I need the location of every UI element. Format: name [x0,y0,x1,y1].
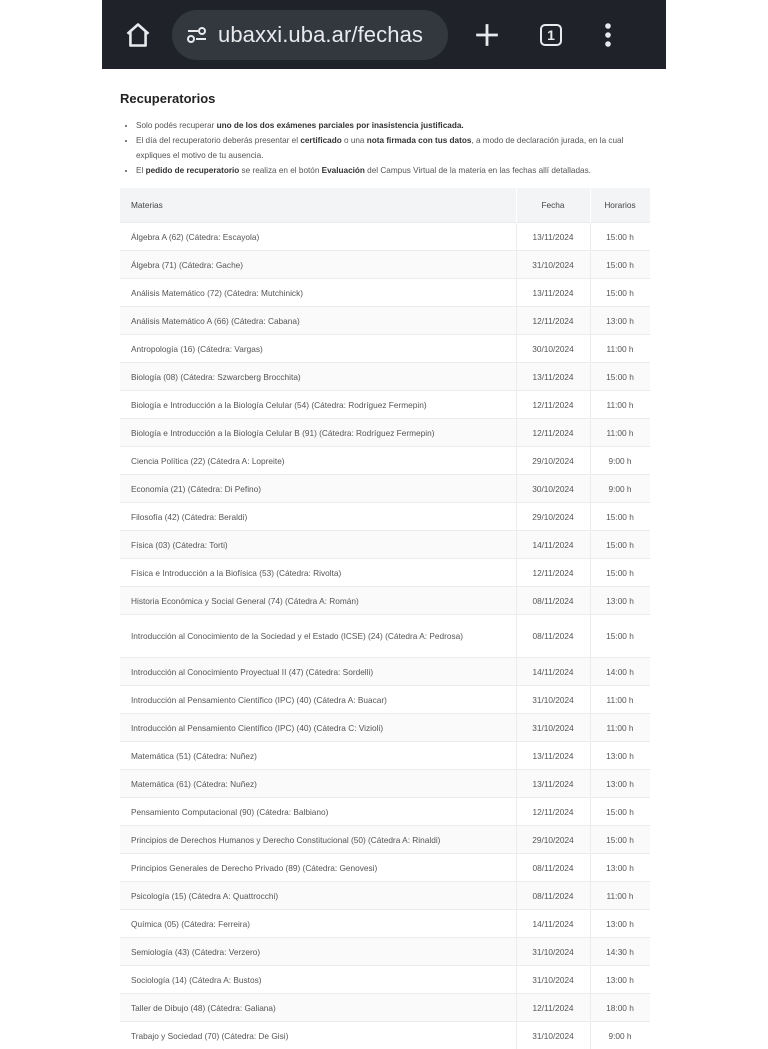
cell-materia: Física e Introducción a la Biofísica (53) (Cátedra: Rivolta) [120,559,517,587]
cell-fecha: 13/11/2024 [517,279,591,307]
cell-materia: Pensamiento Computacional (90) (Cátedra: Balbiano) [120,798,517,826]
cell-hora: 15:00 h [591,279,651,307]
cell-hora: 18:00 h [591,994,651,1022]
cell-hora: 15:00 h [591,363,651,391]
home-icon [124,21,152,49]
table-row [120,447,650,475]
cell-hora: 14:00 h [591,658,651,686]
table-row [120,615,650,658]
note-text: El día del recuperatorio deberás presentar el [136,136,300,145]
cell-fecha: 12/11/2024 [517,307,591,335]
cell-materia: Antropología (16) (Cátedra: Vargas) [120,335,517,363]
cell-hora: 9:00 h [591,1022,651,1049]
page-title: Recuperatorios [120,91,648,106]
note-text: , a modo de declaración jurada, en la cual expliques el motivo de tu ausencia. [136,136,623,160]
table-row [120,419,650,447]
browser-menu-button[interactable] [598,13,618,57]
note-text: Solo podés recuperar [136,121,217,130]
cell-materia: Biología e Introducción a la Biología Celular B (91) (Cátedra: Rodríguez Fermepin) [120,419,517,447]
note-text: El [136,166,146,175]
cell-fecha: 13/11/2024 [517,770,591,798]
cell-fecha: 14/11/2024 [517,910,591,938]
cell-materia: Sociología (14) (Cátedra A: Bustos) [120,966,517,994]
table-row [120,966,650,994]
table-row [120,251,650,279]
url-text[interactable]: ubaxxi.uba.ar/fechas [218,22,423,48]
plus-icon [474,22,500,48]
note-item [136,133,648,163]
cell-hora: 13:00 h [591,742,651,770]
tab-count: 1 [547,27,555,43]
table-row [120,826,650,854]
cell-materia: Introducción al Pensamiento Científico (IPC) (40) (Cátedra C: Vizioli) [120,714,517,742]
table-row [120,686,650,714]
browser-toolbar [102,0,666,69]
note-text: o una [342,136,367,145]
table-row [120,938,650,966]
cell-materia: Álgebra (71) (Cátedra: Gache) [120,251,517,279]
cell-materia: Física (03) (Cátedra: Torti) [120,531,517,559]
cell-materia: Introducción al Pensamiento Científico (IPC) (40) (Cátedra A: Buacar) [120,686,517,714]
table-row [120,658,650,686]
cell-materia: Introducción al Conocimiento Proyectual II (47) (Cátedra: Sordelli) [120,658,517,686]
cell-materia: Economía (21) (Cátedra: Di Pefino) [120,475,517,503]
table-row [120,994,650,1022]
cell-fecha: 31/10/2024 [517,938,591,966]
table-row [120,770,650,798]
cell-fecha: 30/10/2024 [517,335,591,363]
new-tab-button[interactable] [470,13,504,57]
cell-materia: Álgebra A (62) (Cátedra: Escayola) [120,223,517,251]
table-row [120,854,650,882]
cell-hora: 15:00 h [591,826,651,854]
cell-materia: Biología e Introducción a la Biología Celular (54) (Cátedra: Rodríguez Fermepin) [120,391,517,419]
table-row [120,882,650,910]
table-row [120,587,650,615]
cell-hora: 11:00 h [591,714,651,742]
schedule-table [120,188,650,1049]
cell-fecha: 31/10/2024 [517,966,591,994]
table-row [120,307,650,335]
cell-hora: 15:00 h [591,223,651,251]
note-item [136,118,648,133]
cell-fecha: 31/10/2024 [517,251,591,279]
table-row [120,714,650,742]
cell-fecha: 30/10/2024 [517,475,591,503]
cell-hora: 13:00 h [591,910,651,938]
table-row [120,559,650,587]
cell-hora: 15:00 h [591,531,651,559]
table-row [120,223,650,251]
more-vert-icon [604,22,612,48]
cell-fecha: 14/11/2024 [517,531,591,559]
cell-hora: 15:00 h [591,503,651,531]
table-row [120,910,650,938]
cell-hora: 11:00 h [591,335,651,363]
cell-hora: 9:00 h [591,447,651,475]
cell-fecha: 13/11/2024 [517,223,591,251]
cell-fecha: 08/11/2024 [517,882,591,910]
table-row [120,363,650,391]
cell-hora: 15:00 h [591,251,651,279]
cell-materia: Matemática (51) (Cátedra: Nuñez) [120,742,517,770]
cell-materia: Historia Económica y Social General (74) (Cátedra A: Román) [120,587,517,615]
cell-materia: Principios Generales de Derecho Privado (89) (Cátedra: Genovesi) [120,854,517,882]
table-row [120,798,650,826]
cell-materia: Ciencia Política (22) (Cátedra A: Lopreite) [120,447,517,475]
cell-materia: Matemática (61) (Cátedra: Nuñez) [120,770,517,798]
notes-list [120,118,648,178]
cell-hora: 15:00 h [591,559,651,587]
cell-materia: Psicología (15) (Cátedra A: Quattrocchi) [120,882,517,910]
address-bar[interactable] [172,10,448,60]
cell-fecha: 08/11/2024 [517,854,591,882]
table-row [120,335,650,363]
cell-materia: Química (05) (Cátedra: Ferreira) [120,910,517,938]
cell-fecha: 29/10/2024 [517,447,591,475]
cell-fecha: 08/11/2024 [517,587,591,615]
header-fecha: Fecha [517,188,591,223]
table-row [120,1022,650,1049]
note-text: Evaluación [322,166,365,175]
cell-hora: 13:00 h [591,854,651,882]
cell-hora: 11:00 h [591,391,651,419]
cell-hora: 15:00 h [591,615,651,658]
home-button[interactable] [116,13,160,57]
cell-fecha: 31/10/2024 [517,686,591,714]
cell-fecha: 13/11/2024 [517,363,591,391]
cell-fecha: 08/11/2024 [517,615,591,658]
cell-hora: 9:00 h [591,475,651,503]
cell-fecha: 12/11/2024 [517,391,591,419]
cell-materia: Taller de Dibujo (48) (Cátedra: Galiana) [120,994,517,1022]
note-text: nota firmada con tus datos [367,136,472,145]
page-content [102,69,666,1049]
table-row [120,391,650,419]
cell-hora: 15:00 h [591,798,651,826]
table-row [120,279,650,307]
table-row [120,742,650,770]
cell-hora: 11:00 h [591,686,651,714]
cell-fecha: 12/11/2024 [517,798,591,826]
header-horarios: Horarios [591,188,651,223]
note-text: se realiza en el botón [239,166,321,175]
cell-materia: Principios de Derechos Humanos y Derecho Constitucional (50) (Cátedra A: Rinaldi) [120,826,517,854]
cell-materia: Biología (08) (Cátedra: Szwarcberg Brocchita) [120,363,517,391]
tab-switcher-icon [540,24,562,46]
cell-materia: Análisis Matemático A (66) (Cátedra: Cabana) [120,307,517,335]
cell-fecha: 29/10/2024 [517,826,591,854]
note-text: uno de los dos exámenes parciales por inasistencia justificada. [217,121,464,130]
cell-materia: Análisis Matemático (72) (Cátedra: Mutchinick) [120,279,517,307]
cell-hora: 13:00 h [591,307,651,335]
note-text: certificado [300,136,341,145]
site-settings-icon[interactable] [186,25,208,45]
cell-fecha: 12/11/2024 [517,419,591,447]
header-materias: Materias [120,188,517,223]
cell-hora: 11:00 h [591,419,651,447]
browser-viewport [102,0,666,1024]
table-row [120,503,650,531]
cell-fecha: 13/11/2024 [517,742,591,770]
cell-materia: Semiología (43) (Cátedra: Verzero) [120,938,517,966]
cell-fecha: 12/11/2024 [517,994,591,1022]
cell-fecha: 12/11/2024 [517,559,591,587]
table-row [120,475,650,503]
cell-fecha: 29/10/2024 [517,503,591,531]
table-row [120,531,650,559]
table-header-row [120,188,650,223]
cell-hora: 11:00 h [591,882,651,910]
cell-fecha: 31/10/2024 [517,714,591,742]
cell-hora: 13:00 h [591,966,651,994]
cell-materia: Introducción al Conocimiento de la Sociedad y el Estado (ICSE) (24) (Cátedra A: Pedrosa) [120,615,517,658]
cell-hora: 13:00 h [591,587,651,615]
cell-materia: Filosofía (42) (Cátedra: Beraldi) [120,503,517,531]
cell-hora: 13:00 h [591,770,651,798]
tab-switcher-button[interactable] [534,13,568,57]
note-text: pedido de recuperatorio [146,166,240,175]
note-text: del Campus Virtual de la materia en las fechas allí detalladas. [365,166,591,175]
cell-fecha: 14/11/2024 [517,658,591,686]
note-item [136,163,648,178]
cell-hora: 14:30 h [591,938,651,966]
cell-materia: Trabajo y Sociedad (70) (Cátedra: De Gisi) [120,1022,517,1049]
cell-fecha: 31/10/2024 [517,1022,591,1049]
